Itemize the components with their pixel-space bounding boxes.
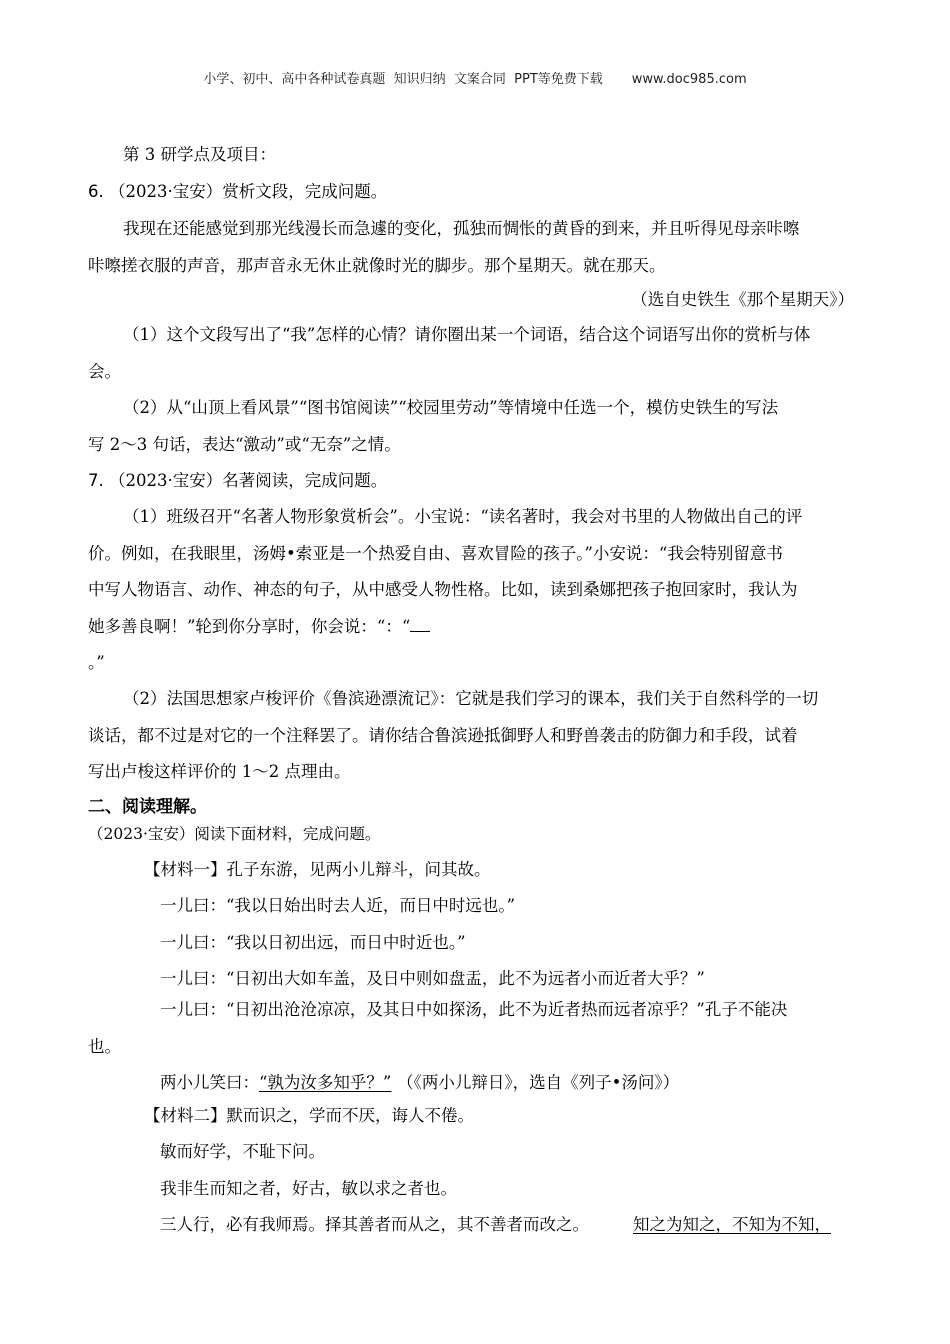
question-6-text: （2023·宝安）赏析文段，完成问题。 — [109, 182, 388, 201]
question-6-stem — [88, 182, 387, 202]
laugh-source: （《两小儿辩日》，选自《列子•汤问》） — [405, 1073, 680, 1092]
material-2-line-3a: 三人行，必有我师焉。择其善者而从之，其不善者而改之。 — [160, 1215, 589, 1234]
material-1-line-3: 一儿曰：“日初出大如车盖，及日中则如盘盂，此不为远者小而近者大乎？” — [160, 969, 705, 988]
q7-sub2-line-1: （2）法国思想家卢梭评价《鲁滨逊漂流记》：它就是我们学习的课本，我们关于自然科学的一切 — [123, 689, 819, 708]
q6-passage-line-1: 我现在还能感觉到那光线漫长而急遽的变化，孤独而惆怅的黄昏的到来，并且听得见母亲咔嚓 — [123, 219, 800, 238]
q6-sub1-line-1: （1）这个文段写出了“我”怎样的心情？请你圈出某一个词语，结合这个词语写出你的赏析与体 — [123, 325, 811, 344]
research-intro: 第 3 研学点及项目： — [123, 145, 276, 164]
material-2-line-3 — [160, 1215, 831, 1235]
q6-sub1-line-2: 会。 — [88, 362, 121, 381]
question-7-text: （2023·宝安）名著阅读，完成问题。 — [109, 471, 388, 490]
q6-passage-line-2: 咔嚓搓衣服的声音，那声音永无休止就像时光的脚步。那个星期天。就在那天。 — [88, 256, 666, 275]
material-2-line-3b: 知之为知之，不知为不知， — [633, 1215, 831, 1234]
section-2-title: 二、阅读理解。 — [88, 797, 207, 817]
material-2-head: 【材料二】默而识之，学而不厌，诲人不倦。 — [144, 1106, 474, 1125]
q7-sub1-line-3: 中写人物语言、动作、神态的句子，从中感受人物性格。比如，读到桑娜把孩子抱回家时，我认为 — [88, 580, 798, 599]
q7-sub1-line-2: 价。例如，在我眼里，汤姆•索亚是一个热爱自由、喜欢冒险的孩子。”小安说：“我会特别留意书 — [88, 544, 783, 563]
material-1-line-4a: 一儿曰：“日初出沧沧凉凉，及其日中如探汤，此不为近者热而远者凉乎？”孔子不能决 — [160, 1000, 788, 1019]
q7-sub2-line-2: 谈话，都不过是对它的一个注释罢了。请你结合鲁滨逊抵御野人和野兽袭击的防御力和手段，试着 — [88, 726, 798, 745]
laugh-prefix: 两小儿笑曰： — [160, 1073, 259, 1092]
q7-sub1-line-5: 。” — [88, 653, 105, 672]
page-header: 小学、初中、高中各种试卷真题 知识归纳 文案合同 PPT等免费下载 www.doc985.com — [203, 72, 747, 87]
material-2-line-2: 我非生而知之者，好古，敏以求之者也。 — [160, 1179, 457, 1198]
question-7-number: 7. — [88, 471, 104, 490]
q7-sub1-line-4-text: 她多善良啊！”轮到你分享时，你会说：“：“ — [88, 617, 411, 636]
material-2-line-1: 敏而好学，不耻下问。 — [160, 1142, 325, 1161]
q6-passage-source: （选自史铁生《那个星期天》） — [631, 290, 854, 309]
question-7-stem — [88, 471, 387, 491]
q6-sub2-line-2: 写 2～3 句话，表达“激动”或“无奈”之情。 — [88, 435, 401, 454]
material-1-head: 【材料一】孔子东游，见两小儿辩斗，问其故。 — [144, 860, 491, 879]
question-6-number: 6. — [88, 182, 104, 201]
laugh-quote: “孰为汝多知乎？” — [259, 1073, 392, 1092]
material-1-line-2: 一儿曰：“我以日初出远，而日中时近也。” — [160, 933, 466, 952]
q7-sub1-line-4 — [88, 617, 430, 637]
material-1-laugh — [160, 1073, 679, 1093]
section-2-stem: （2023·宝安）阅读下面材料，完成问题。 — [88, 825, 381, 843]
material-1-line-4b: 也。 — [88, 1037, 121, 1056]
q6-sub2-line-1: （2）从“山顶上看风景”“图书馆阅读”“校园里劳动”等情境中任选一个，模仿史铁生的写法 — [123, 398, 779, 417]
q7-sub2-line-3: 写出卢梭这样评价的 1～2 点理由。 — [88, 762, 351, 781]
material-1-line-1: 一儿曰：“我以日始出时去人近，而日中时远也。” — [160, 896, 516, 915]
q7-sub1-line-1: （1）班级召开“名著人物形象赏析会”。小宝说：“读名著时，我会对书里的人物做出自己的评 — [123, 507, 803, 526]
answer-blank[interactable] — [410, 617, 430, 632]
